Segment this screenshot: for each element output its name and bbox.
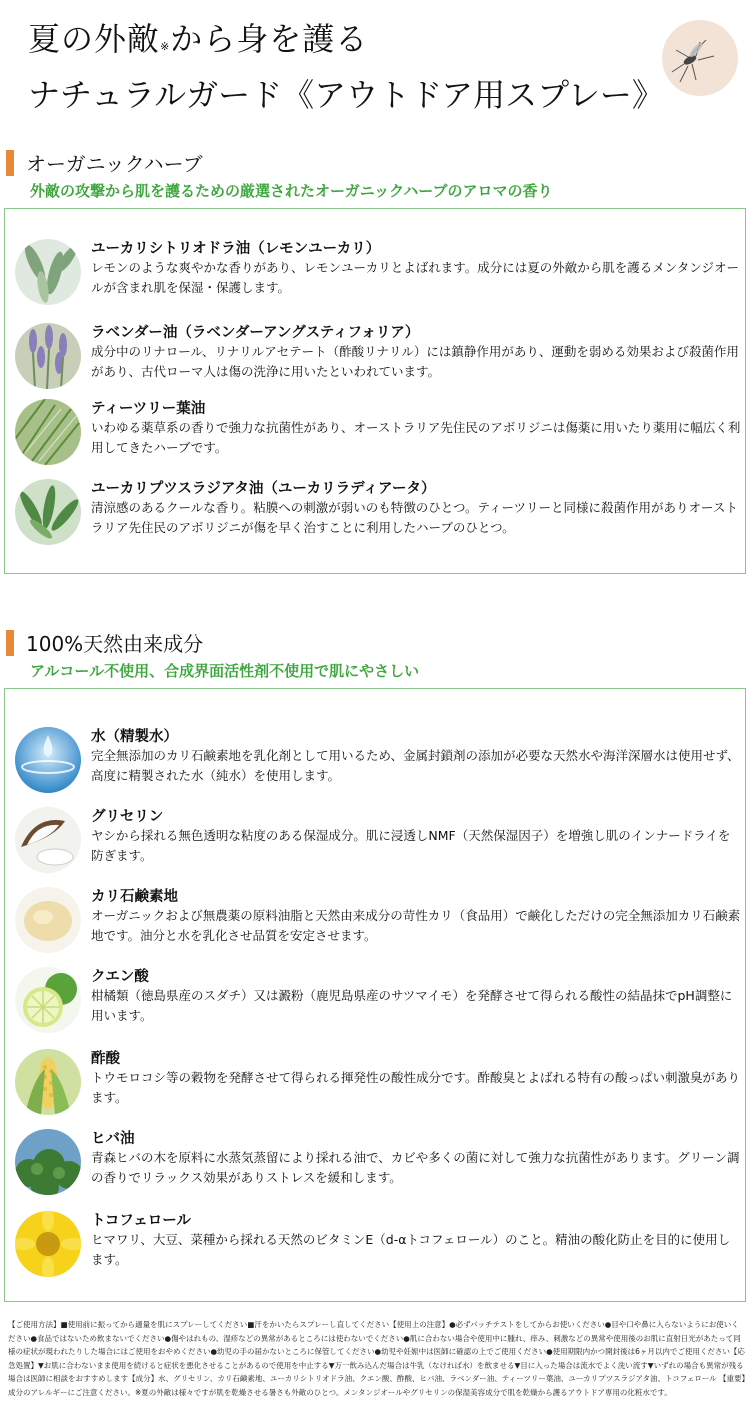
section-title: オーガニックハーブ [26,152,203,176]
list-item [15,965,740,1037]
list-item [15,885,740,957]
citrus-icon [15,967,81,1033]
ingredient-name: ラベンダー油（ラベンダーアングスティフォリア） [91,325,420,341]
hiba-tree-icon [15,1129,81,1195]
eucalyptus-lemon-icon [15,239,81,305]
ingredient-name: カリ石鹸素地 [91,889,178,905]
ingredient-description: 成分中のリナロール、リナリルアセテート（酢酸リナリル）には鎮静作用があり、運動を弱める効果および殺菌作用があり、古代ローマ人は傷の洗浄に用いたといわれています。 [91,344,739,379]
ingredient-name: グリセリン [91,809,164,825]
eucalyptus-radiata-icon [15,479,81,545]
ingredient-description: 青森ヒバの木を原料に水蒸気蒸留により採れる油で、カビや多くの菌に対して強力な抗菌性があります。グリーン調の香りでリラックス効果がありストレスを緩和します。 [91,1150,740,1185]
organic-herbs-box [4,208,746,574]
list-item [15,477,740,549]
natural-ingredients-box [4,688,746,1302]
mosquito-icon [662,20,738,96]
ingredient-name: ユーカリプツスラジアタ油（ユーカリラディアータ） [91,481,436,497]
tea-tree-icon [15,399,81,465]
ingredient-description: オーガニックおよび無農薬の原料油脂と天然由来成分の苛性カリ（食品用）で鹸化しただけの完全無添加カリ石鹸素地です。油分と水を乳化させ品質を安定させます。 [91,908,741,943]
list-item [15,321,740,393]
ingredient-description: 完全無添加のカリ石鹸素地を乳化剤として用いるため、金属封鎖剤の添加が必要な天然水や海洋深層水は使用せず、高度に精製された水（純水）を使用します。 [91,748,740,783]
list-item [15,237,740,309]
section-subtitle: アルコール不使用、合成界面活性剤不使用で肌にやさしい [30,662,420,680]
ingredient-description: ヒマワリ、大豆、菜種から採れる天然のビタミンE（d-αトコフェロール）のこと。精油の酸化防止を目的に使用します。 [91,1232,731,1267]
ingredient-name: トコフェロール [91,1213,191,1229]
lavender-icon [15,323,81,389]
coconut-icon [15,807,81,873]
ingredient-name: ユーカリシトリオドラ油（レモンユーカリ） [91,241,381,257]
list-item [15,725,740,797]
ingredient-name: 水（精製水） [91,729,178,745]
potash-soap-icon [15,887,81,953]
list-item [15,1209,740,1281]
list-item [15,1127,740,1199]
ingredient-description: トウモロコシ等の穀物を発酵させて得られる揮発性の酸性成分です。酢酸臭とよばれる特有の酸っぱい刺激臭があります。 [91,1070,741,1105]
water-drop-icon [15,727,81,793]
ingredient-name: ヒバ油 [91,1131,135,1147]
usage-notes: 【ご使用方法】■使用前に振ってから適量を肌にスプレーしてください■汗をかいたらスプレーし直してください【使用上の注意】●必ずパッチテストをしてからお使いください●目や口や鼻に入らないようにお使いください●食品ではないため飲まないでください●傷やはれもの、湿疹などの異常があるところには使わないでください●肌に合わない場合や使用中に腫れ、痒み、刺激などの異常や使用後のお肌に直射日光があたって同様の症状が現われたりした場合にはご使用をおやめください●幼児の手の届かないところに保管してください●幼児や妊娠中は医師に確認の上でご使用ください●使用期限内かつ開封後は6ヶ月以内でご使用ください【応急処置】▼お肌に合わないまま使用を続けると症状を悪化させることがあるので使用を中止する▼万一飲み込んだ場合は牛乳（なければ水）を飲ませる▼目に入った場合は流水でよく洗い流す▼いずれの場合も異常が残る場合は医師に相談をおすすめします【成分】水、グリセリン、カリ石鹸素地、ユーカリシトリオドラ油、クエン酸、酢酸、ヒバ油、ラベンダー油、ティーツリー葉油、ユーカリプツスラジアタ油、トコフェロール 【重要】成分のアレルギーにご注意ください。※夏の外敵は様々ですが肌を乾燥させる暑さも外敵のひとつ。メンタンジオールやグリセリンの保湿美容成分で肌を乾燥から護るアウトドア専用の化粧水です。 [8,1320,746,1397]
section-accent-bar [6,150,14,176]
list-item [15,805,740,877]
ingredient-description: 清涼感のあるクールな香り。粘膜への刺激が弱いのも特徴のひとつ。ティーツリーと同様に殺菌作用がありオーストラリア先住民のアボリジニが傷を早く治すことに利用したハーブのひとつ。 [91,500,738,535]
ingredient-name: ティーツリー葉油 [91,401,206,417]
ingredient-description: いわゆる薬草系の香りで強力な抗菌性があり、オーストラリア先住民のアボリジニは傷薬に用いたり薬用に幅広く利用してきたハーブです。 [91,420,741,455]
corn-icon [15,1049,81,1115]
footnote-mark: ※ [160,40,171,53]
sunflower-icon [15,1211,81,1277]
page-header [0,0,754,130]
section-accent-bar [6,630,14,656]
list-item [15,1047,740,1119]
ingredient-name: 酢酸 [91,1051,120,1067]
ingredient-description: 柑橘類（徳島県産のスダチ）又は澱粉（鹿児島県産のサツマイモ）を発酵させて得られる酸性の結晶抹でpH調整に用います。 [91,988,733,1023]
list-item [15,397,740,469]
page-title-line2: ナチュラルガード《アウトドア用スプレー》 [28,76,664,114]
ingredient-description: ヤシから採れる無色透明な粘度のある保湿成分。肌に浸透しNMF（天然保湿因子）を増強し肌のインナードライを防ぎます。 [91,828,731,863]
ingredient-description: レモンのような爽やかな香りがあり、レモンユーカリとよばれます。成分には夏の外敵から肌を護るメンタンジオールが含まれ肌を保湿・保護します。 [91,260,739,295]
section-title: 100%天然由来成分 [26,632,204,656]
page-title-line1: 夏の外敵※から身を護る [28,20,369,58]
section-subtitle: 外敵の攻撃から肌を護るための厳選されたオーガニックハーブのアロマの香り [30,182,553,200]
ingredient-name: クエン酸 [91,969,149,985]
